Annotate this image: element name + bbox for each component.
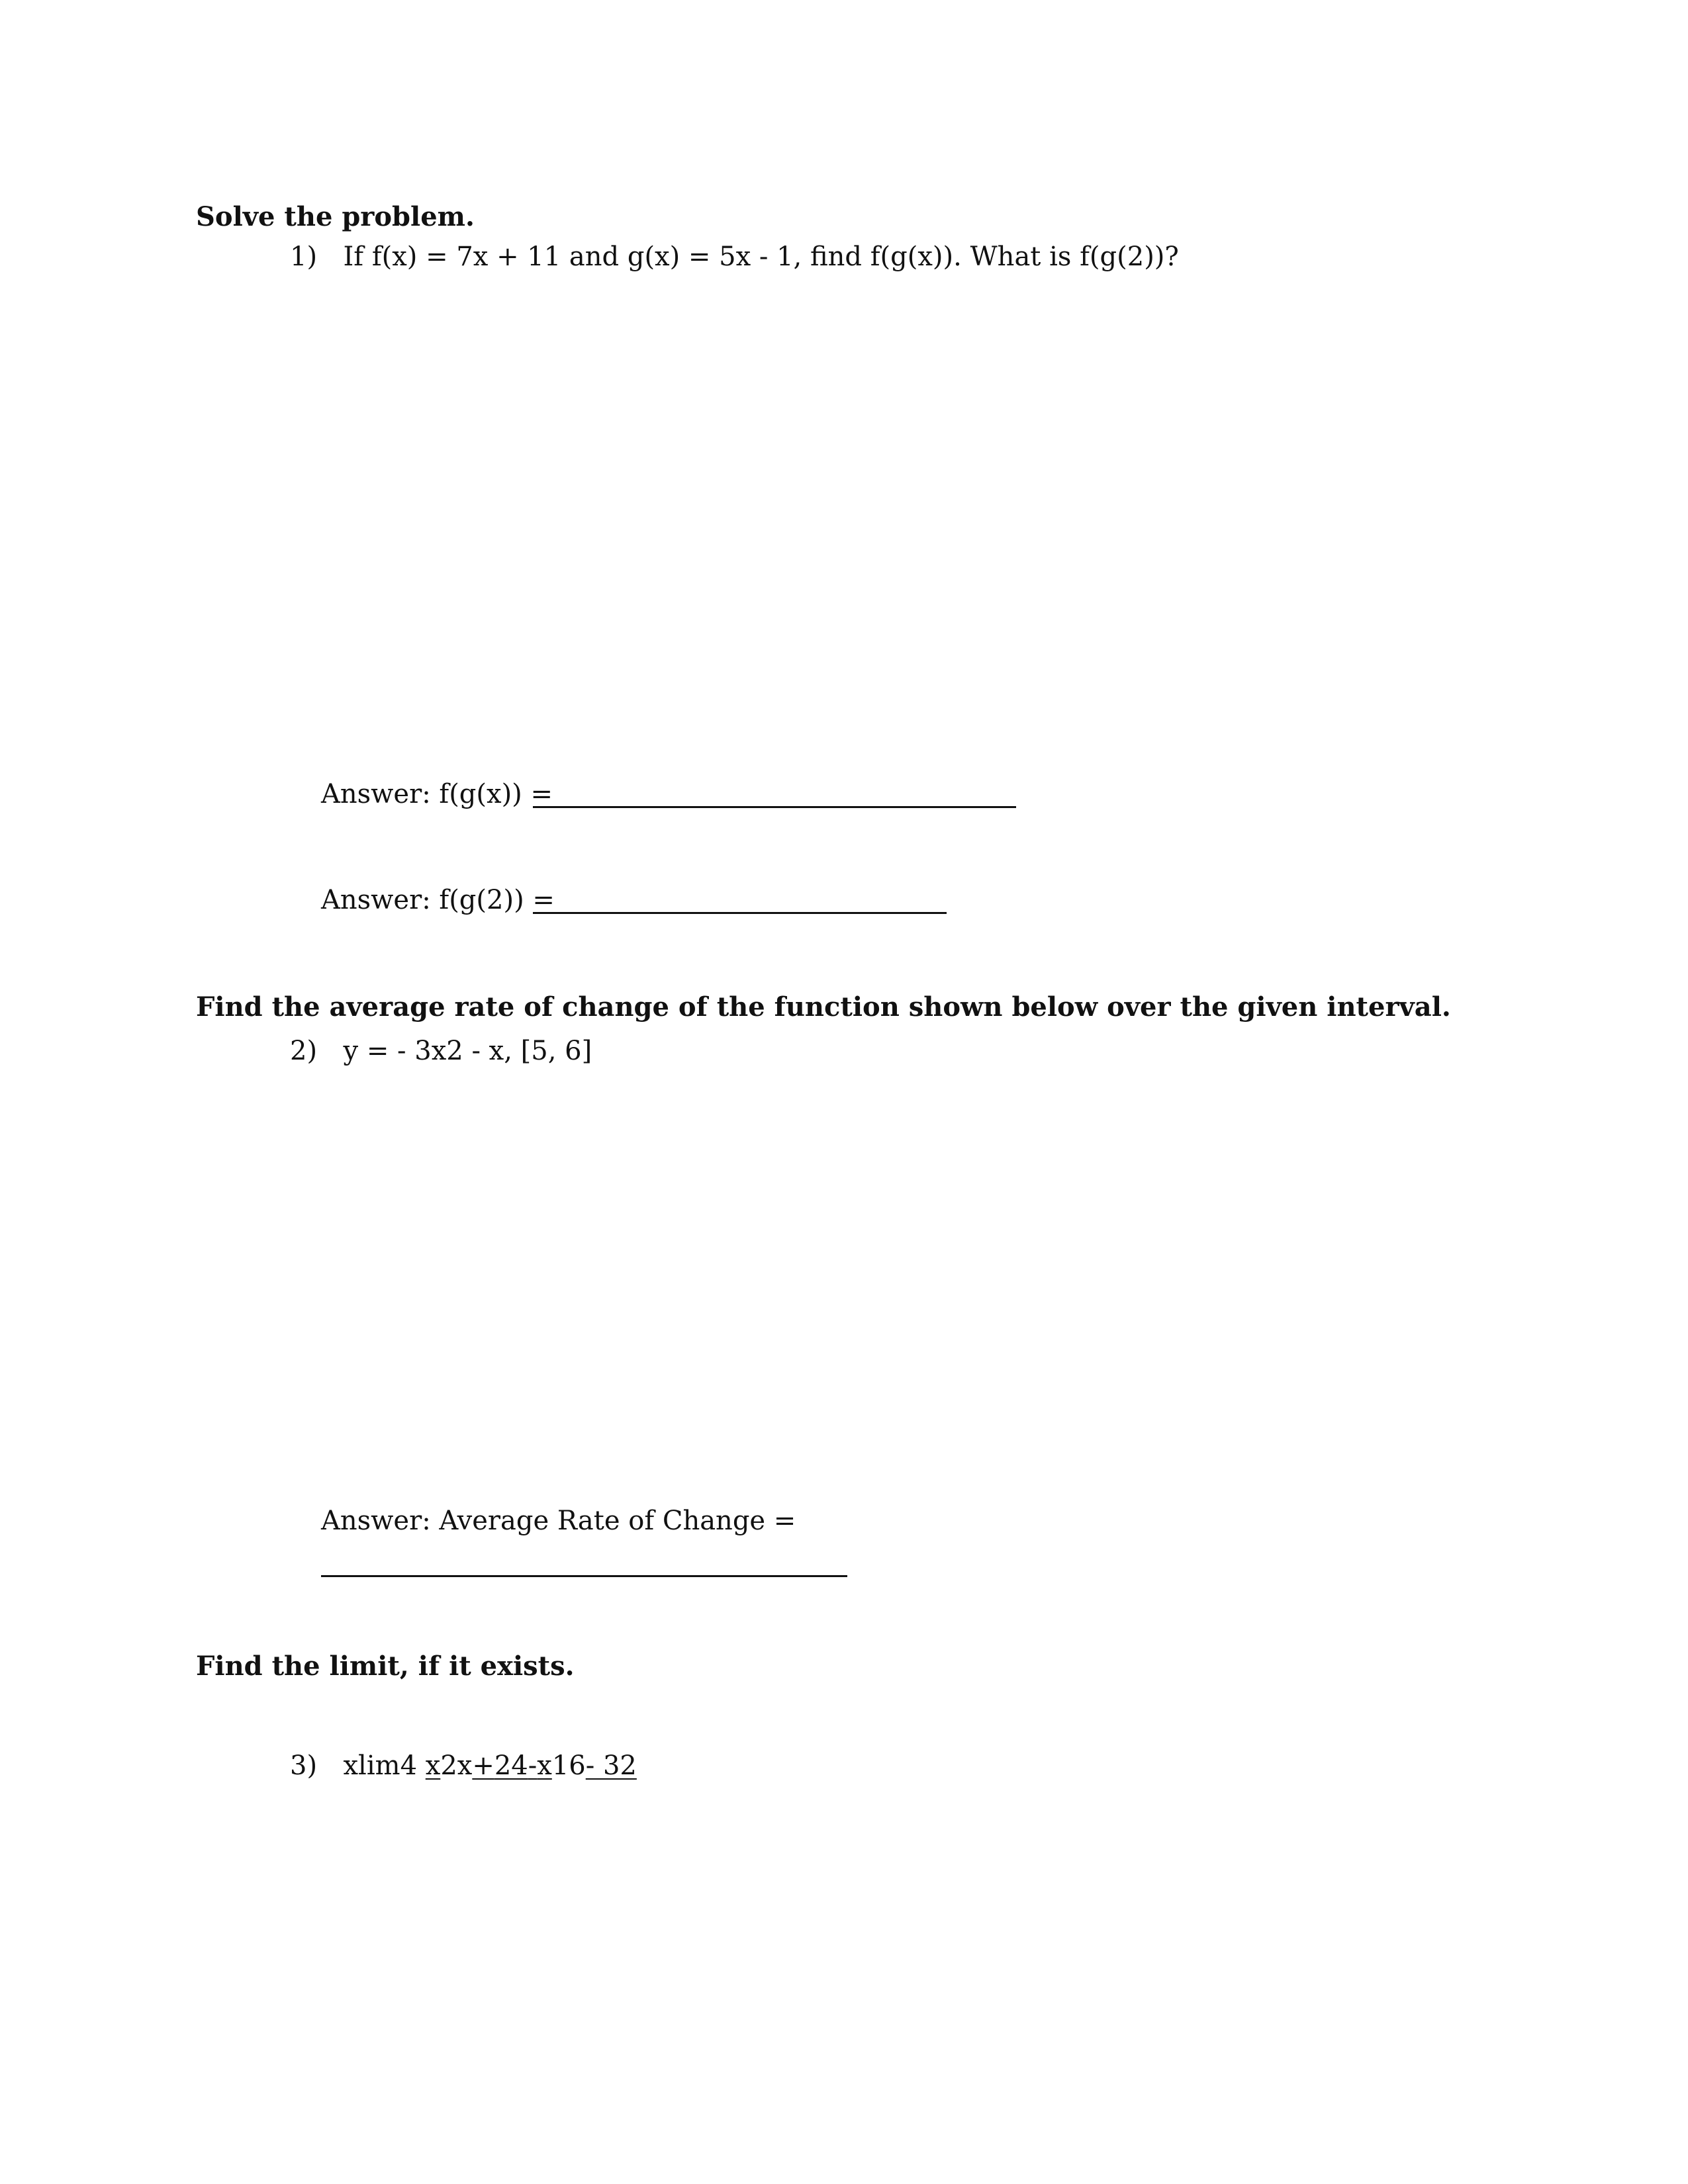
section-3-heading: Find the limit, if it exists.: [196, 1651, 575, 1682]
problem-3-number: 3): [290, 1751, 318, 1781]
expr-part-24: 24: [494, 1751, 528, 1781]
section-2-heading: Find the average rate of change of the function shown below over the given interval.: [196, 991, 1451, 1023]
answer-2-label: Answer: Average Rate of Change =: [321, 1506, 796, 1536]
expr-part-plus: +: [472, 1751, 494, 1781]
problem-3: [290, 1752, 637, 1779]
answer-1a-blank[interactable]: [533, 806, 1016, 808]
problem-1: [290, 244, 1179, 270]
expr-part-x: x: [425, 1751, 441, 1781]
expr-part-minus: -: [528, 1751, 538, 1781]
problem-1-number: 1): [290, 242, 318, 272]
answer-2-blank[interactable]: [321, 1575, 847, 1577]
answer-1b-label: Answer: f(g(2)) =: [321, 885, 555, 915]
answer-1b-blank[interactable]: [533, 912, 947, 914]
expr-part-2x: 2x: [440, 1751, 473, 1781]
expr-part-minus-32: - 32: [585, 1751, 637, 1781]
section-1-heading: Solve the problem.: [196, 201, 475, 232]
problem-3-expression: [344, 1751, 637, 1781]
expr-part-16: 16: [551, 1751, 586, 1781]
problem-2-number: 2): [290, 1036, 318, 1066]
problem-2: [290, 1038, 592, 1064]
answer-1a-label: Answer: f(g(x)) =: [321, 779, 553, 809]
problem-2-text: y = - 3x2 - x, [5, 6]: [343, 1036, 592, 1066]
limit-notation: xlim4: [343, 1751, 426, 1781]
expr-part-x2: x: [537, 1751, 552, 1781]
problem-1-text: If f(x) = 7x + 11 and g(x) = 5x - 1, find f(g(x)). What is f(g(2))?: [343, 242, 1179, 272]
